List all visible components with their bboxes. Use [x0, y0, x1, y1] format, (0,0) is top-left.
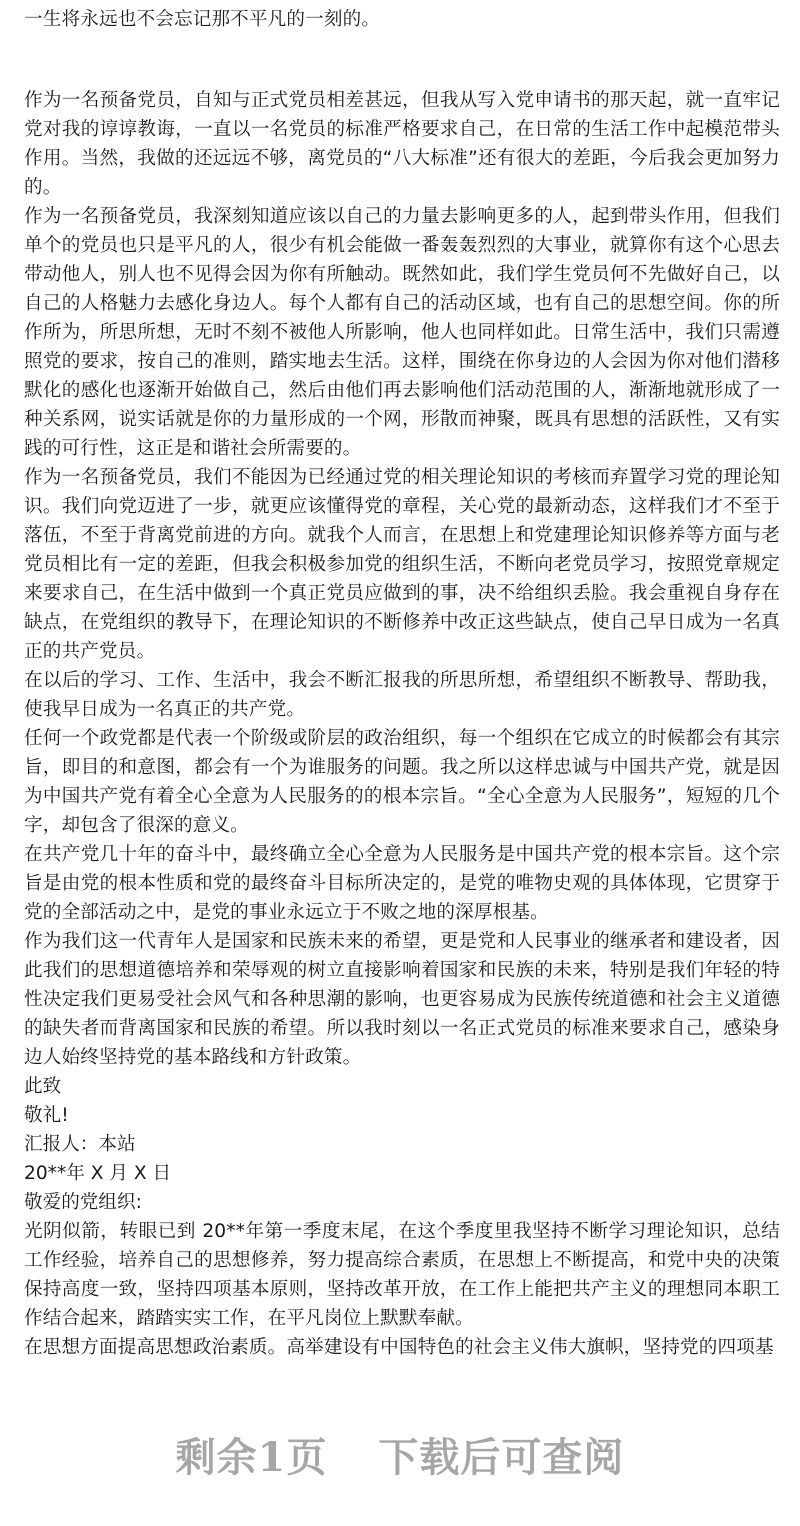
- closing-line-1: 此致: [24, 1076, 62, 1097]
- paragraph-5: 任何一个政党都是代表一个阶级或阶层的政治组织，每一个组织在它成立的时候都会有其宗旨，即目的和意图，都会有一个为谁服务的问题。我之所以这样忠诚与中国共产党，就是因为中国共产党有着全心全意为人民服务的的根本宗旨。“全心全意为人民服务”，短短的几个字，却包含了很深的意义。: [24, 728, 780, 836]
- spacer: [24, 34, 780, 86]
- paragraph-7: 作为我们这一代青年人是国家和民族未来的希望，更是党和人民事业的继承者和建设者，因此我们的思想道德培养和荣辱观的树立直接影响着国家和民族的未来，特别是我们年轻的特性决定我们更易受社会风气和各种思潮的影响，也更容易成为民族传统道德和社会主义道德的缺失者而背离国家和民族的希望。所以我时刻以一名正式党员的标准来要求自己，感染身边人始终坚持党的基本路线和方针政策。: [24, 931, 780, 1068]
- second-paragraph-1: 光阴似箭，转眼已到 20**年第一季度末尾，在这个季度里我坚持不断学习理论知识，总结工作经验，培养自己的思想修养，努力提高综合素质，在思想上不断提高，和党中央的决策保持高度一致，坚持四项基本原则，坚持改革开放，在工作上能把共产主义的理想同本职工作结合起来，踏踏实实工作，在平凡岗位上默默奉献。: [24, 1221, 780, 1329]
- closing-line-2: 敬礼!: [24, 1105, 69, 1126]
- second-salutation: 敬爱的党组织:: [24, 1192, 142, 1213]
- top-line: 一生将永远也不会忘记那不平凡的一刻的。: [24, 9, 381, 30]
- download-footer[interactable]: [0, 1426, 800, 1483]
- paragraph-6: 在共产党几十年的奋斗中，最终确立全心全意为人民服务是中国共产党的根本宗旨。这个宗旨是由党的根本性质和党的最终奋斗目标所决定的，是党的唯物史观的具体体现，它贯穿于党的全部活动之中，是党的事业永远立于不败之地的深厚根基。: [24, 844, 780, 923]
- document-body: [24, 0, 780, 1362]
- download-to-view-label[interactable]: 下载后可查阅: [378, 1434, 625, 1481]
- paragraph-1: 作为一名预备党员，自知与正式党员相差甚远，但我从写入党申请书的那天起，就一直牢记党对我的谆谆教诲，一直以一名党员的标准严格要求自己，在日常的生活工作中起模范带头作用。当然，我做的还远远不够，离党员的“八大标准”还有很大的差距，今后我会更加努力的。: [24, 90, 780, 198]
- paragraph-3: 作为一名预备党员，我们不能因为已经通过党的相关理论知识的考核而弃置学习党的理论知识。我们向党迈进了一步，就更应该懂得党的章程，关心党的最新动态，这样我们才不至于落伍，不至于背离党前进的方向。就我个人而言，在思想上和党建理论知识修养等方面与老党员相比有一定的差距，但我会积极参加党的组织生活，不断向老党员学习，按照党章规定来要求自己，在生活中做到一个真正党员应做到的事，决不给组织丢脸。我会重视自身存在缺点，在党组织的教导下，在理论知识的不断修养中改正这些缺点，使自己早日成为一名真正的共产党员。: [24, 467, 780, 662]
- paragraph-2: 作为一名预备党员，我深刻知道应该以自己的力量去影响更多的人，起到带头作用，但我们单个的党员也只是平凡的人，很少有机会能做一番轰轰烈烈的大事业，就算你有这个心思去带动他人，别人也不见得会因为你有所触动。既然如此，我们学生党员何不先做好自己，以自己的人格魅力去感化身边人。每个人都有自己的活动区域，也有自己的思想空间。你的所作所为，所思所想，无时不刻不被他人所影响，他人也同样如此。日常生活中，我们只需遵照党的要求，按自己的准则，踏实地去生活。这样，围绕在你身边的人会因为你对他们潜移默化的感化也逐渐开始做自己，然后由他们再去影响他们活动范围的人，渐渐地就形成了一种关系网，说实话就是你的力量形成的一个网，形散而神聚，既具有思想的活跃性，又有实践的可行性，这正是和谐社会所需要的。: [24, 206, 780, 459]
- paragraph-4: 在以后的学习、工作、生活中，我会不断汇报我的所思所想，希望组织不断教导、帮助我，使我早日成为一名真正的共产党。: [24, 670, 780, 720]
- remaining-pages-label: 剩余1页: [175, 1434, 328, 1481]
- report-date: 20**年 X 月 X 日: [24, 1163, 172, 1184]
- reporter: 汇报人：本站: [24, 1134, 136, 1155]
- second-paragraph-2: 在思想方面提高思想政治素质。高举建设有中国特色的社会主义伟大旗帜，坚持党的四项基: [24, 1337, 774, 1358]
